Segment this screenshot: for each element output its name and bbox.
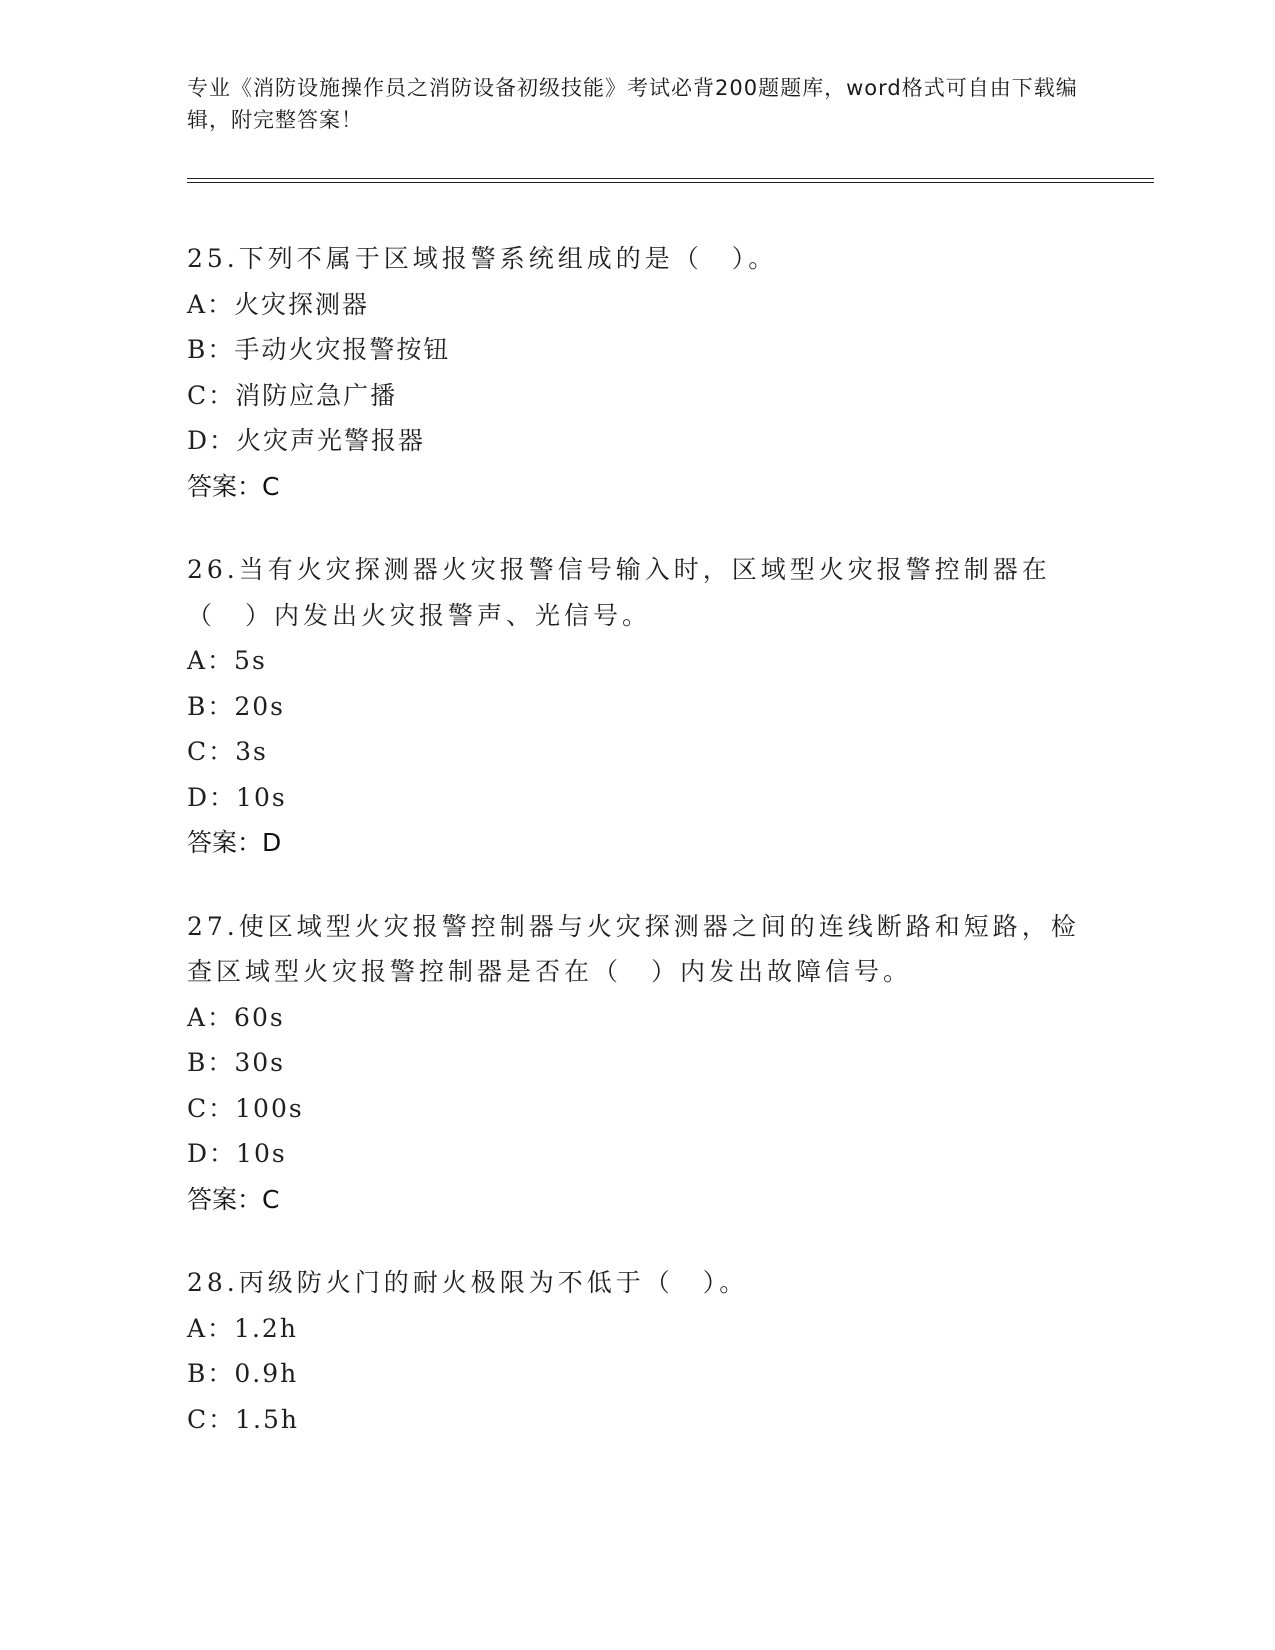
option-c: C：100s [187, 1093, 304, 1123]
option-a: A：火灾探测器 [187, 289, 370, 319]
option-d: D：10s [187, 1139, 287, 1168]
option-a: A：5s [187, 646, 267, 675]
header-divider-top [187, 178, 1154, 179]
header-divider-bottom [187, 182, 1154, 183]
question-26 [187, 547, 1087, 866]
question-list [187, 236, 1087, 1480]
question-27 [187, 904, 1087, 1223]
option-a: A：1.2h [187, 1313, 298, 1343]
option-b: B：手动火灾报警按钮 [187, 335, 451, 364]
option-b: B：30s [187, 1048, 286, 1077]
option-a: A：60s [187, 1002, 285, 1032]
document-header: 专业《消防设施操作员之消防设备初级技能》考试必背200题题库，word格式可自由下载编辑，附完整答案！ [187, 76, 1078, 132]
option-b: B：20s [187, 691, 286, 721]
option-c: C：1.5h [187, 1404, 299, 1434]
answer: 答案：D [187, 828, 282, 857]
answer: 答案：C [187, 1184, 280, 1214]
option-c: C：3s [187, 737, 268, 766]
question-25 [187, 236, 1087, 509]
question-28 [187, 1260, 1087, 1442]
option-c: C：消防应急广播 [187, 380, 398, 410]
option-b: B：0.9h [187, 1359, 299, 1388]
option-d: D：火灾声光警报器 [187, 426, 426, 455]
question-stem: 25.下列不属于区域报警系统组成的是（ ）。 [187, 244, 778, 273]
question-stem: 26.当有火灾探测器火灾报警信号输入时，区域型火灾报警控制器在（ ）内发出火灾报警声、光信号。 [187, 555, 1051, 630]
option-d: D：10s [187, 782, 287, 812]
question-stem: 28.丙级防火门的耐火极限为不低于（ ）。 [187, 1268, 749, 1297]
answer: 答案：C [187, 471, 280, 501]
question-stem: 27.使区域型火灾报警控制器与火灾探测器之间的连线断路和短路，检查区域型火灾报警控制器是否在（ ）内发出故障信号。 [187, 911, 1080, 986]
